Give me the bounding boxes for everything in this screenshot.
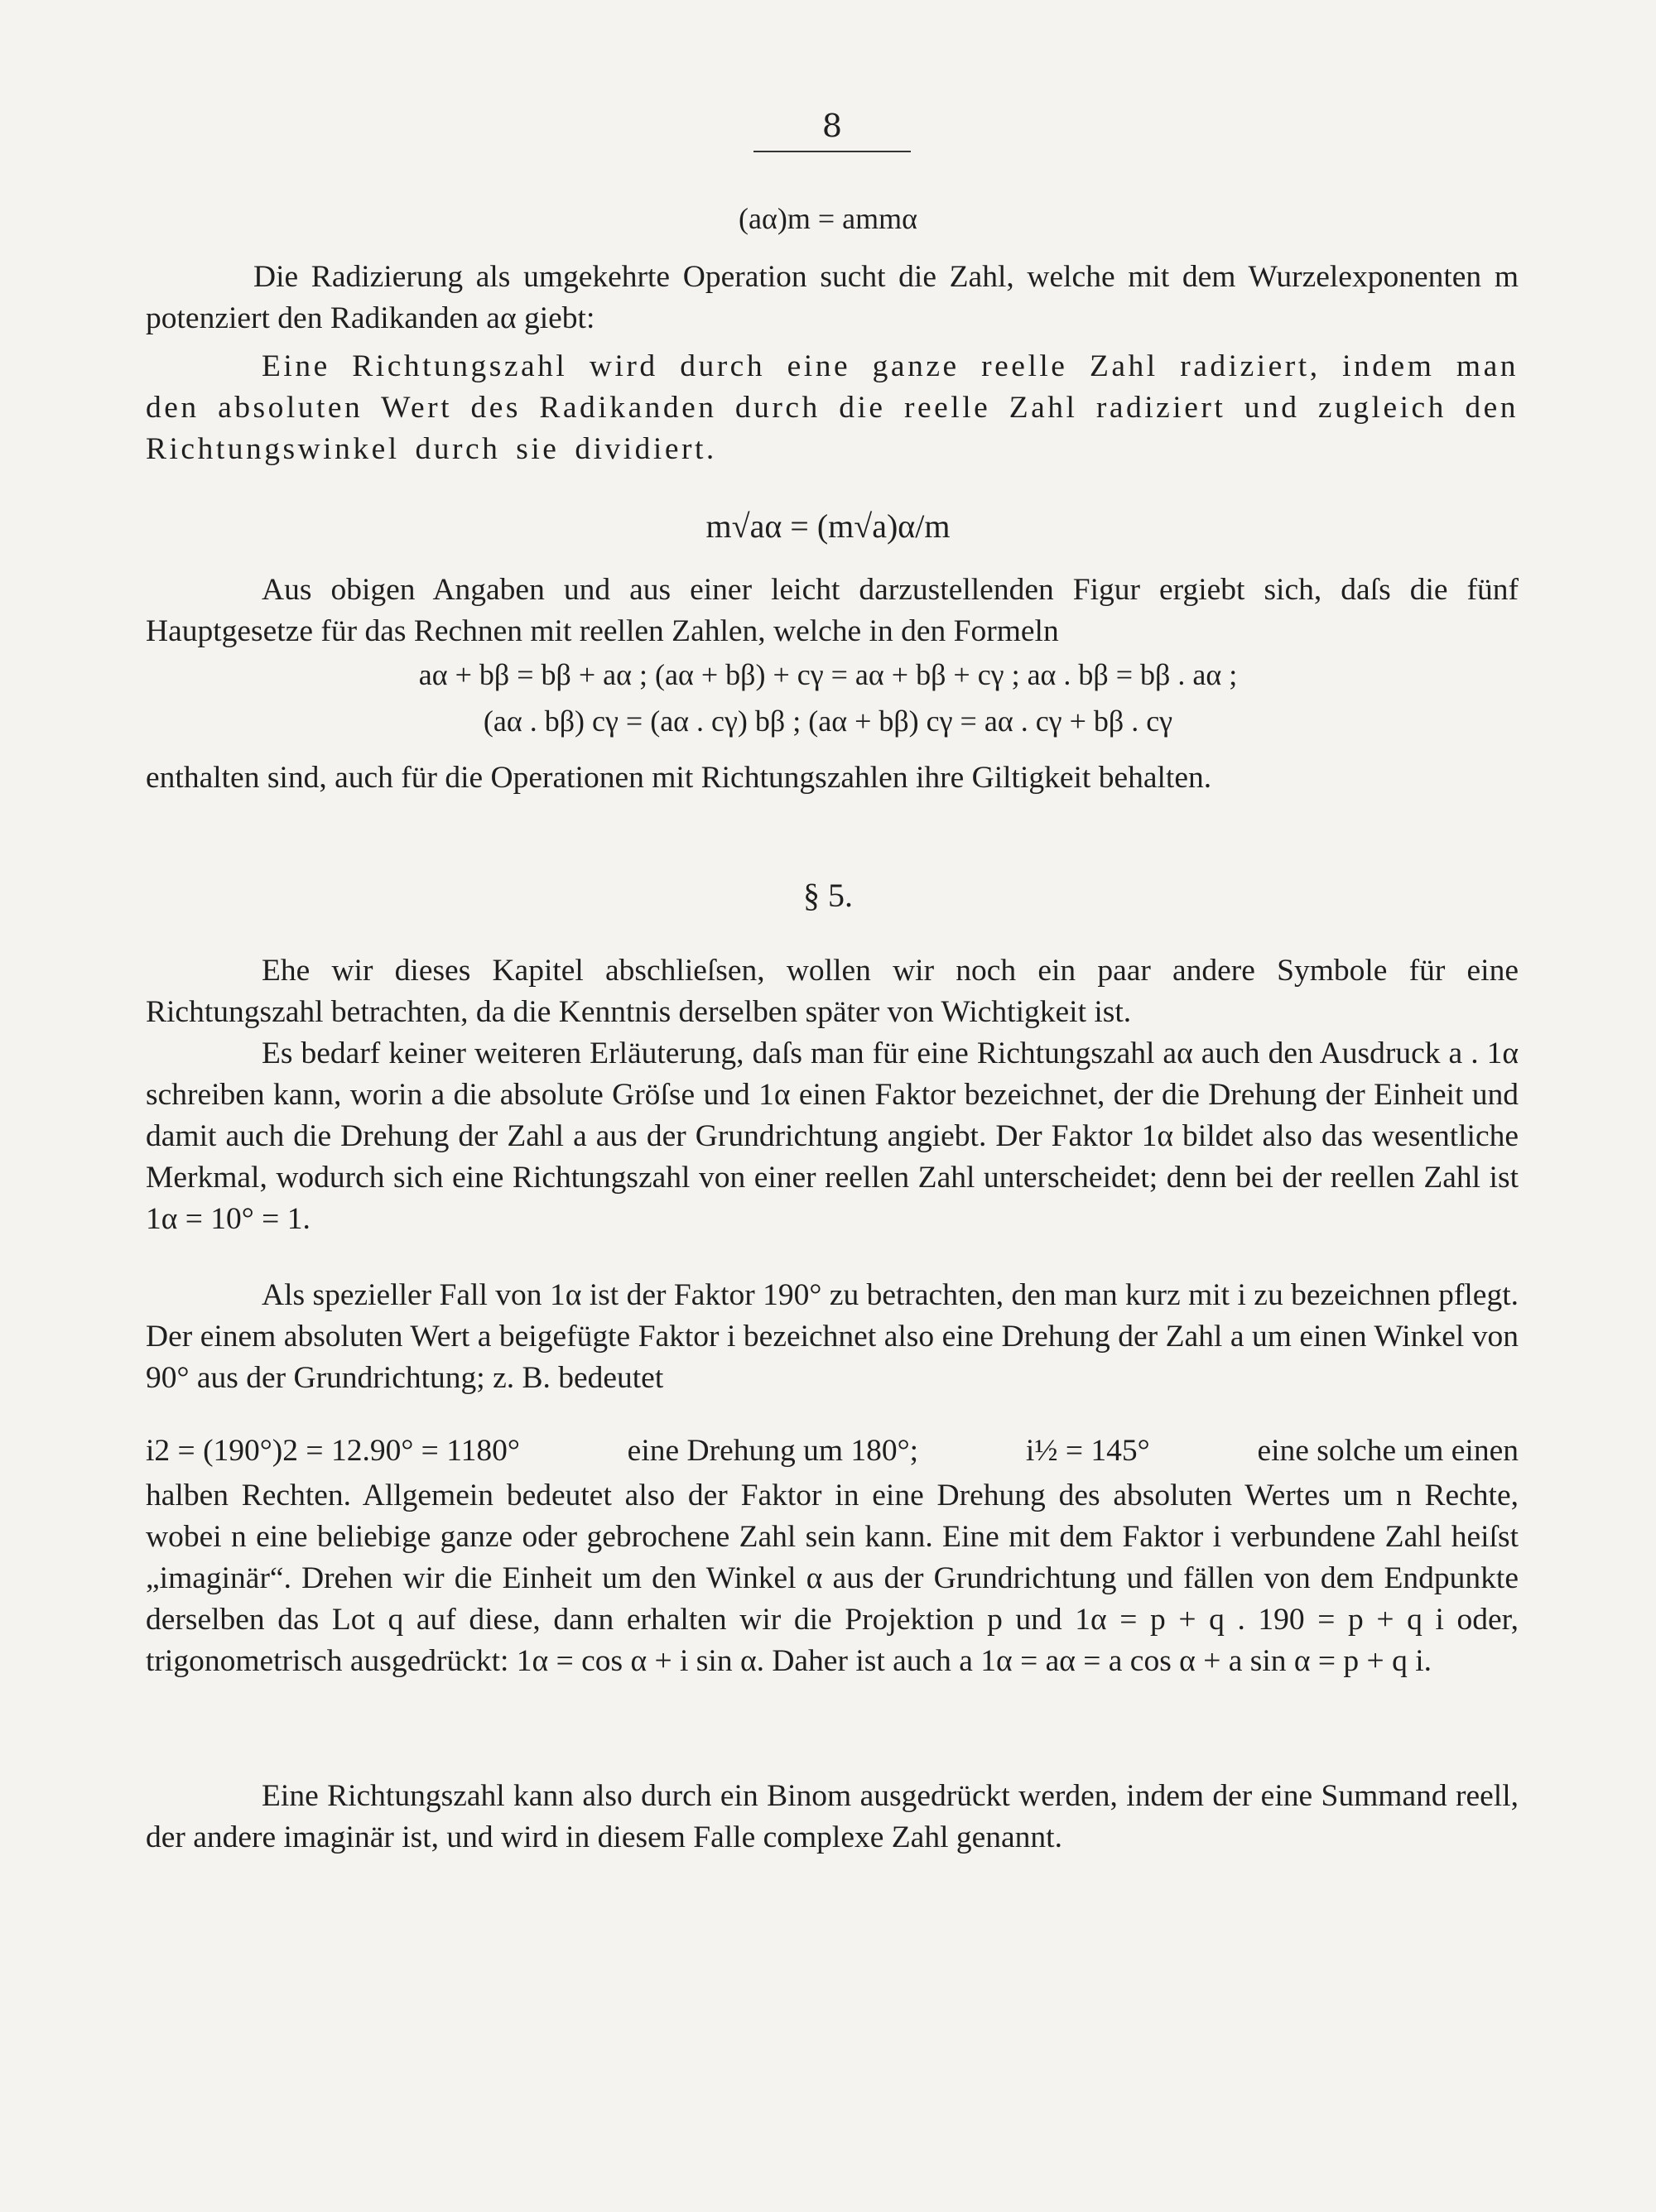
formula-laws-line-2: (aα . bβ) cγ = (aα . cγ) bβ ; (aα + bβ) cγ = aα . cγ + bβ . cγ — [483, 704, 1173, 738]
paragraph-radicalization-rule: Eine Richtungszahl wird durch eine ganze reelle Zahl radiziert, indem man den absoluten Wert des Radikanden durch die reelle Zahl radiziert und zugleich den Richtungswinkel durch sie dividiert. — [146, 349, 1519, 466]
formula-power: (aα)m = ammα — [739, 202, 917, 235]
text-i-squared-meaning: eine Drehung um 180°; — [627, 1434, 919, 1468]
formula-line-i-powers — [146, 1431, 1519, 1472]
paragraph-complex-number: Eine Richtungszahl kann also durch ein Binom ausgedrückt werden, indem der eine Summand reell, der andere imaginär ist, und wird in diesem Falle complexe Zahl genannt. — [146, 1779, 1519, 1854]
formula-i-squared: i2 = (190°)2 = 12.90° = 1180° — [146, 1434, 520, 1468]
formula-i-half: i½ = 145° — [1025, 1434, 1150, 1468]
paragraph-laws-outro: enthalten sind, auch für die Operationen mit Richtungszahlen ihre Giltigkeit behalten. — [146, 761, 1212, 795]
page-number: 8 — [753, 108, 911, 152]
formula-laws-line-1: aα + bβ = bβ + aα ; (aα + bβ) + cγ = aα + bβ + cγ ; aα . bβ = bβ . aα ; — [418, 658, 1238, 691]
paragraph-symbols: Ehe wir dieses Kapitel abschlieſsen, wollen wir noch ein paar andere Symbole für eine Richtungszahl betrachten, da die Kenntnis derselben später von Wichtigkeit ist. — [146, 954, 1519, 1029]
paragraph-imaginary-unit: Als spezieller Fall von 1α ist der Faktor 190° zu betrachten, den man kurz mit i zu bezeichnen pflegt. Der einem absoluten Wert a beigefügte Faktor i bezeichnet also eine Drehung der Zahl a um einen Winkel von 90° aus der Grundrichtung; z. B. bedeutet — [146, 1278, 1519, 1395]
paragraph-radicalization-intro: Die Radizierung als umgekehrte Operation sucht die Zahl, welche mit dem Wurzelexponenten m potenziert den Radikanden aα giebt: — [146, 260, 1519, 335]
paragraph-imaginary-general: halben Rechten. Allgemein bedeutet also der Faktor in eine Drehung des absoluten Wertes um n Rechte, wobei n eine beliebige ganze oder gebrochene Zahl sein kann. Eine mit dem Faktor i verbundene Zahl heiſst „imaginär“. Drehen wir die Einheit um den Winkel α aus der Grundrichtung und fällen von dem Endpunkte derselben das Lot q auf diese, dann erhalten wir die Projektion p und 1α = p + q . 190 = p + q i oder, trigonometrisch ausgedrückt: 1α = cos α + i sin α. Daher ist auch a 1α = aα = a cos α + a sin α = p + q i. — [146, 1479, 1519, 1678]
section-heading: § 5. — [803, 877, 853, 914]
paragraph-laws-intro: Aus obigen Angaben und aus einer leicht darzustellenden Figur ergiebt sich, daſs die fünf Hauptgesetze für das Rechnen mit reellen Zahlen, welche in den Formeln — [146, 573, 1519, 648]
paragraph-factor: Es bedarf keiner weiteren Erläuterung, daſs man für eine Richtungszahl aα auch den Ausdruck a . 1α schreiben kann, worin a die absolute Gröſse und 1α einen Faktor bezeichnet, der die Drehung der Einheit und damit auch die Drehung der Zahl a aus der Grundrichtung angiebt. Der Faktor 1α bildet also das wesentliche Merkmal, wodurch sich eine Richtungszahl von einer reellen Zahl unterscheidet; denn bei der reellen Zahl ist 1α = 10° = 1. — [146, 1036, 1519, 1236]
text-i-half-meaning: eine solche um einen — [1257, 1434, 1519, 1468]
formula-root: m√aα = (m√a)α/m — [705, 507, 951, 545]
